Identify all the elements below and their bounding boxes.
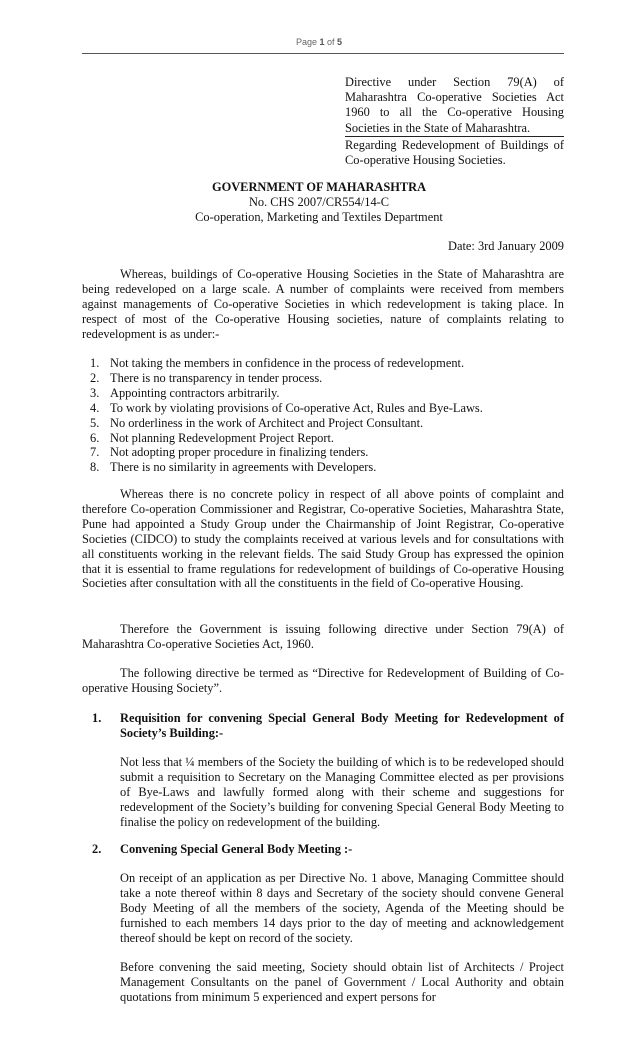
section-number: 2. — [92, 842, 102, 856]
list-item-text: No orderliness in the work of Architect and Project Consultant. — [110, 415, 424, 430]
list-item — [82, 371, 564, 386]
of-label: of — [327, 37, 335, 47]
page-current: 1 — [319, 37, 325, 47]
complaints-list — [82, 356, 564, 475]
list-item-number: 5. — [90, 415, 100, 430]
section-2-paragraph-1: On receipt of an application as per Directive No. 1 above, Managing Committee should take a note thereof within 8 days and Secretary of the society should convene General Body Meeting of all the members of the society, Agenda of the Meeting should be furnished to each members 14 days prior to the day of meeting and acknowledgement thereof should be kept on record of the society. — [120, 871, 564, 945]
list-item — [82, 431, 564, 446]
section-1-paragraph: Not less that ¼ members of the Society the building of which is to be redeveloped should submit a requisition to Secretary on the Managing Committee elected as per provisions of Bye-Laws and lawfully formed along with their scheme and suggestions for redevelopment of the Society’s building for convening Special General Body Meeting to finalise the policy on redevelopment of the building. — [120, 755, 564, 829]
list-item-text: Not adopting proper procedure in finalizing tenders. — [110, 445, 369, 460]
subject-divider — [345, 136, 564, 137]
list-item — [82, 445, 564, 460]
list-item — [82, 416, 564, 431]
list-item-text: Not planning Redevelopment Project Report. — [110, 430, 335, 445]
header-divider — [82, 53, 564, 54]
page-header — [0, 37, 638, 47]
list-item — [82, 356, 564, 371]
section-title: Convening Special General Body Meeting :- — [120, 842, 353, 856]
section-number: 1. — [92, 711, 102, 725]
list-item-text: To work by violating provisions of Co-operative Act, Rules and Bye-Laws. — [110, 400, 483, 415]
directive-subject: Directive under Section 79(A) of Maharashtra Co-operative Societies Act 1960 to all the Co-operative Housing Societies in the State of Maharashtra. — [345, 75, 564, 135]
document-date: Date: 3rd January 2009 — [448, 239, 564, 253]
list-item-text: There is no similarity in agreements with Developers. — [110, 460, 377, 475]
government-department: Co-operation, Marketing and Textiles Department — [195, 210, 443, 224]
government-name: GOVERNMENT OF MAHARASHTRA — [211, 180, 427, 194]
page-label: Page — [295, 37, 317, 47]
list-item-number: 4. — [90, 400, 100, 415]
whereas-paragraph-2: Whereas there is no concrete policy in respect of all above points of complaint and therefore Co-operation Commissioner and Registrar, Co-operative Societies, Maharashtra State, Pune had appointed a Study Group under the Chairmanship of Joint Registrar, Co-operative Societies (CIDCO) to study the complaints received at various levels and for consultations with all constituents working in the relevant fields. The said Study Group has expressed the opinion that it is essential to frame regulations for redevelopment of buildings of Co-operative Housing Societies after consultation with all the constituents in the field of Co-operative Housing. — [82, 487, 564, 591]
list-item-text: There is no transparency in tender process. — [110, 370, 323, 385]
government-number: No. CHS 2007/CR554/14-C — [248, 195, 390, 209]
list-item-number: 8. — [90, 460, 100, 475]
list-item-number: 6. — [90, 430, 100, 445]
list-item-text: Not taking the members in confidence in the process of redevelopment. — [110, 356, 465, 370]
list-item — [82, 460, 564, 475]
section-title: Requisition for convening Special General Body Meeting for Redevelopment of Society’s Building:- — [120, 711, 564, 740]
list-item-number: 2. — [90, 370, 100, 385]
termed-paragraph: The following directive be termed as “Directive for Redevelopment of Building of Co-operative Housing Society”. — [82, 666, 564, 695]
section-2-paragraph-2: Before convening the said meeting, Society should obtain list of Architects / Project Management Consultants on the panel of Government / Local Authority and obtain quotations from minimum 5 experienced and expert persons for — [120, 960, 564, 1004]
list-item — [82, 386, 564, 401]
whereas-paragraph-1: Whereas, buildings of Co-operative Housing Societies in the State of Maharashtra are being redeveloped on a large scale. A number of complaints were received from members against managements of Co-operative Societies in which redevelopment is taking place. In respect of most of the Co-operative Housing societies, nature of complaints relating to redevelopment is as under:- — [82, 267, 564, 341]
list-item-number: 7. — [90, 445, 100, 460]
regarding-subject: Regarding Redevelopment of Buildings of Co-operative Housing Societies. — [345, 138, 564, 168]
list-item-number: 1. — [90, 356, 100, 370]
list-item — [82, 401, 564, 416]
page-total: 5 — [337, 37, 343, 47]
therefore-paragraph: Therefore the Government is issuing following directive under Section 79(A) of Maharashtra Co-operative Societies Act, 1960. — [82, 622, 564, 651]
list-item-number: 3. — [90, 385, 100, 400]
list-item-text: Appointing contractors arbitrarily. — [110, 385, 280, 400]
